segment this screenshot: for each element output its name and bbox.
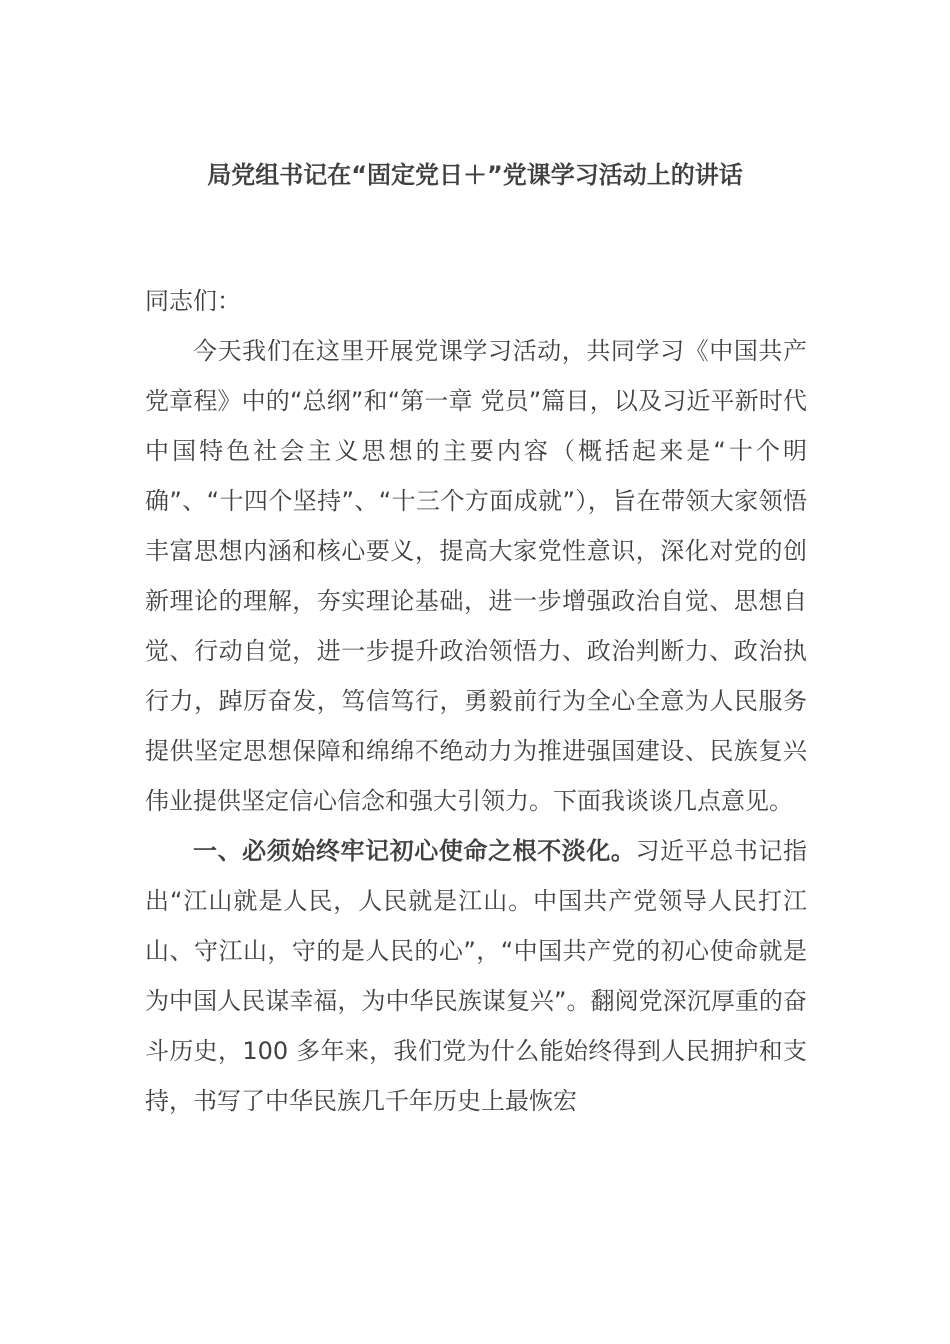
section-1-text: 习近平总书记指出“江山就是人民，人民就是江山。中国共产党领导人民打江山、守江山，守的是人民的心”，“中国共产党的初心使命就是为中国人民谋幸福，为中华民族谋复兴”。翻阅党深沉厚重的奋斗历史，100 多年来，我们党为什么能始终得到人民拥护和支持，书写了中华民族几千年历史上最恢宏 — [145, 837, 807, 1115]
paragraph-section-1 — [145, 826, 807, 1126]
section-1-heading: 一、必须始终牢记初心使命之根不淡化。 — [193, 837, 636, 865]
salutation: 同志们： — [145, 287, 241, 315]
document-title: 局党组书记在“固定党日＋”党课学习活动上的讲话 — [207, 161, 743, 189]
paragraph-intro: 今天我们在这里开展党课学习活动，共同学习《中国共产党章程》中的“总纲”和“第一章 党员”篇目，以及习近平新时代中国特色社会主义思想的主要内容（概括起来是“十个明确”、“十四个坚持”、“十三个方面成就”），旨在带领大家领悟丰富思想内涵和核心要义，提高大家党性意识，深化对党的创新理论的理解，夯实理论基础，进一步增强政治自觉、思想自觉、行动自觉，进一步提升政治领悟力、政治判断力、政治执行力，踔厉奋发，笃信笃行，勇毅前行为全心全意为人民服务提供坚定思想保障和绵绵不绝动力为推进强国建设、民族复兴伟业提供坚定信心信念和强大引领力。下面我谈谈几点意见。 — [145, 337, 807, 815]
document-body — [145, 276, 807, 1126]
